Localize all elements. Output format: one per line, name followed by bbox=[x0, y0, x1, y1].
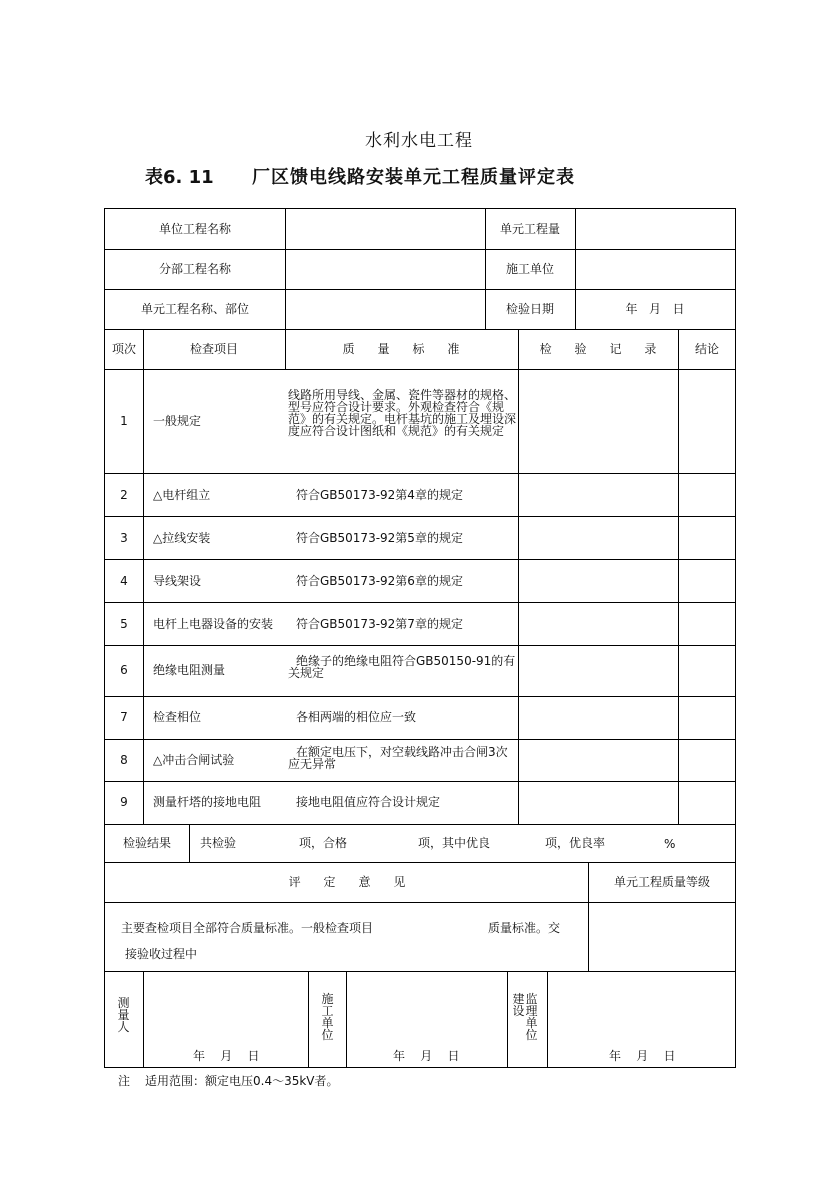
row-item: △拉线安装 bbox=[153, 531, 211, 545]
result-rate: 项，优良率 bbox=[545, 836, 606, 850]
document-category: 水利水电工程 bbox=[365, 131, 473, 151]
column-divider bbox=[308, 971, 309, 1067]
row-divider bbox=[105, 473, 735, 474]
evaluation-form bbox=[104, 208, 736, 1068]
quality-grade-label: 单元工程质量等级 bbox=[613, 875, 711, 889]
note-text: 适用范围：额定电压0.4～35kV者。 bbox=[145, 1074, 339, 1088]
row-item: 电杆上电器设备的安装 bbox=[153, 617, 274, 631]
row-item: 绝缘电阻测量 bbox=[153, 663, 226, 677]
row-divider bbox=[105, 329, 735, 330]
column-divider bbox=[189, 824, 190, 862]
column-divider bbox=[143, 971, 144, 1067]
col-header-record: 检 验 记 录 bbox=[539, 342, 657, 356]
row-standard: 符合GB50173-92第7章的规定 bbox=[296, 617, 463, 631]
column-divider bbox=[575, 209, 576, 329]
column-divider bbox=[507, 971, 508, 1067]
row-divider bbox=[105, 862, 735, 863]
row-divider bbox=[105, 516, 735, 517]
row-divider bbox=[105, 645, 735, 646]
row-standard: 线路所用导线、金属、瓷件等器材的规格、型号应符合设计要求。外观检查符合《规范》的有关规定。电杆基坑的施工及埋设深度应符合设计图纸和《规范》的有关规定 bbox=[288, 388, 517, 438]
row-item: 导线架设 bbox=[153, 574, 202, 588]
row-standard: 在额定电压下，对空载线路冲击合闸3次应无异常 bbox=[288, 745, 508, 771]
row-standard: 各相两端的相位应一致 bbox=[296, 710, 417, 724]
col-header-no: 项次 bbox=[111, 342, 137, 356]
row-no: 6 bbox=[120, 663, 128, 677]
column-divider bbox=[547, 971, 548, 1067]
owner-label: 建设 bbox=[512, 992, 525, 1018]
row-divider bbox=[105, 739, 735, 740]
row-no: 9 bbox=[120, 795, 128, 809]
result-excellent: 项，其中优良 bbox=[418, 836, 491, 850]
unit-quantity-label: 单元工程量 bbox=[499, 222, 561, 236]
column-divider bbox=[143, 329, 144, 824]
unit-name-label: 单元工程名称、部位 bbox=[140, 302, 250, 316]
row-standard: 符合GB50173-92第6章的规定 bbox=[296, 574, 463, 588]
col-header-standard: 质 量 标 准 bbox=[342, 342, 460, 356]
row-divider bbox=[105, 902, 735, 903]
evaluation-text: 接验收过程中 bbox=[125, 947, 198, 961]
column-divider bbox=[678, 329, 679, 824]
row-standard: 符合GB50173-92第5章的规定 bbox=[296, 531, 463, 545]
row-divider bbox=[105, 971, 735, 972]
row-item: 测量杆塔的接地电阻 bbox=[153, 795, 262, 809]
table-number: 表6. 11 bbox=[145, 167, 214, 188]
row-divider bbox=[105, 824, 735, 825]
supervision-date: 年 月 日 bbox=[609, 1049, 676, 1063]
column-divider bbox=[588, 862, 589, 971]
evaluation-opinion-label: 评 定 意 见 bbox=[288, 875, 406, 889]
row-item: 检查相位 bbox=[153, 710, 202, 724]
row-no: 5 bbox=[120, 617, 128, 631]
row-divider bbox=[105, 781, 735, 782]
row-divider bbox=[105, 249, 735, 250]
row-standard: 绝缘子的绝缘电阻符合GB50150-91的有关规定 bbox=[288, 654, 516, 680]
result-percent: % bbox=[664, 837, 676, 851]
row-divider bbox=[105, 369, 735, 370]
evaluation-text: 主要查检项目全部符合质量标准。一般检查项目 bbox=[121, 921, 374, 935]
column-divider bbox=[518, 329, 519, 824]
result-passed: 项，合格 bbox=[299, 836, 348, 850]
col-header-conclusion: 结论 bbox=[694, 342, 720, 356]
result-label: 检验结果 bbox=[122, 836, 172, 850]
row-no: 1 bbox=[120, 414, 128, 428]
column-divider bbox=[346, 971, 347, 1067]
row-item: △冲击合闸试验 bbox=[153, 753, 235, 767]
construction-date: 年 月 日 bbox=[393, 1049, 460, 1063]
note-label: 注 bbox=[118, 1074, 131, 1088]
surveyor-date: 年 月 日 bbox=[193, 1049, 260, 1063]
evaluation-text: 质量标准。交 bbox=[488, 921, 561, 935]
row-divider bbox=[105, 602, 735, 603]
row-standard: 符合GB50173-92第4章的规定 bbox=[296, 488, 463, 502]
row-divider bbox=[105, 696, 735, 697]
row-item: 一般规定 bbox=[153, 414, 202, 428]
supervision-unit-label: 监理单位 bbox=[525, 992, 538, 1042]
surveyor-label: 测量人 bbox=[117, 996, 130, 1034]
row-item: △电杆组立 bbox=[153, 488, 211, 502]
table-title: 厂区馈电线路安装单元工程质量评定表 bbox=[252, 167, 575, 188]
row-no: 4 bbox=[120, 574, 128, 588]
result-total: 共检验 bbox=[200, 836, 237, 850]
col-header-item: 检查项目 bbox=[189, 342, 239, 356]
row-standard: 接地电阻值应符合设计规定 bbox=[296, 795, 441, 809]
row-no: 3 bbox=[120, 531, 128, 545]
column-divider bbox=[485, 209, 486, 329]
row-no: 8 bbox=[120, 753, 128, 767]
construction-unit-label: 施工单位 bbox=[505, 262, 555, 276]
row-divider bbox=[105, 559, 735, 560]
sub-project-label: 分部工程名称 bbox=[158, 262, 232, 276]
row-no: 7 bbox=[120, 710, 128, 724]
inspection-date-label: 检验日期 bbox=[505, 302, 555, 316]
construction-unit-sign-label: 施工单位 bbox=[321, 992, 334, 1042]
column-divider bbox=[285, 209, 286, 369]
row-divider bbox=[105, 289, 735, 290]
unit-project-label: 单位工程名称 bbox=[158, 222, 232, 236]
row-no: 2 bbox=[120, 488, 128, 502]
inspection-date-value: 年 月 日 bbox=[625, 302, 685, 316]
